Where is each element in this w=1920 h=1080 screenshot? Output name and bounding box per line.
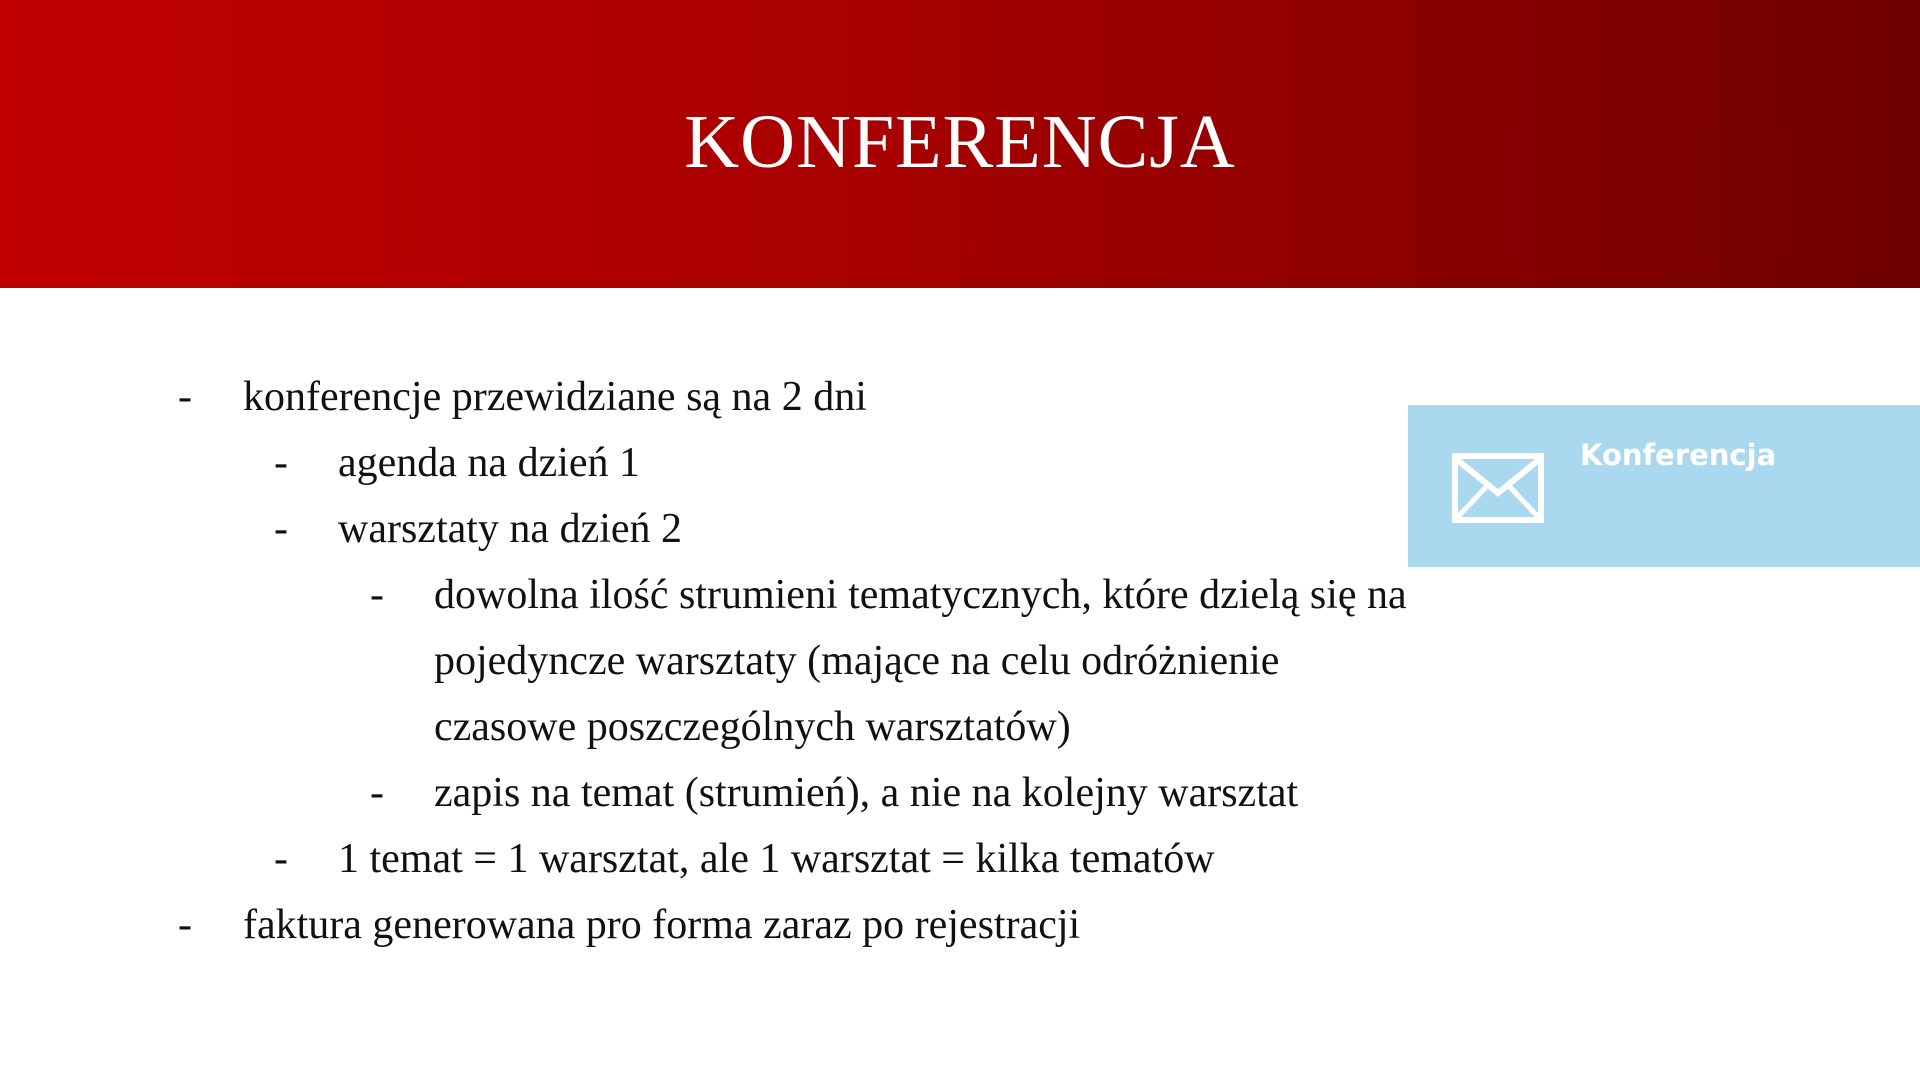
bullet-item: [0, 430, 1420, 496]
bullet-marker: -: [178, 374, 192, 420]
bullet-list: [0, 364, 1420, 958]
bullet-text: zapis na temat (strumień), a nie na kolejny warsztat: [434, 770, 1299, 816]
bullet-text: agenda na dzień 1: [338, 440, 641, 486]
bullet-item: [0, 760, 1414, 826]
tile-label: Konferencja: [1580, 438, 1777, 472]
bullet-text: warsztaty na dzień 2: [338, 506, 683, 552]
bullet-text: 1 temat = 1 warsztat, ale 1 warsztat = kilka tematów: [338, 836, 1215, 882]
bullet-item: [0, 364, 1420, 430]
envelope-icon: [1452, 453, 1544, 523]
bullet-item: [0, 562, 1414, 760]
bullet-item: [0, 892, 1420, 958]
bullet-marker: -: [178, 902, 192, 948]
bullet-marker: -: [370, 770, 384, 816]
title-banner: [0, 0, 1920, 288]
bullet-marker: -: [274, 836, 288, 882]
bullet-text: faktura generowana pro forma zaraz po rejestracji: [243, 902, 1081, 948]
bullet-text: konferencje przewidziane są na 2 dni: [243, 374, 867, 420]
slide-title: KONFERENCJA: [684, 100, 1236, 184]
bullet-text: dowolna ilość strumieni tematycznych, które dzielą się na pojedyncze warsztaty (mające na celu odróżnienie czasowe poszczególnych warsztatów): [434, 572, 1407, 750]
bullet-marker: -: [274, 440, 288, 486]
konferencja-tile[interactable]: [1408, 405, 1920, 567]
bullet-item: [0, 826, 1420, 892]
bullet-marker: -: [274, 506, 288, 552]
bullet-item: [0, 496, 1420, 562]
bullet-marker: -: [370, 572, 384, 618]
